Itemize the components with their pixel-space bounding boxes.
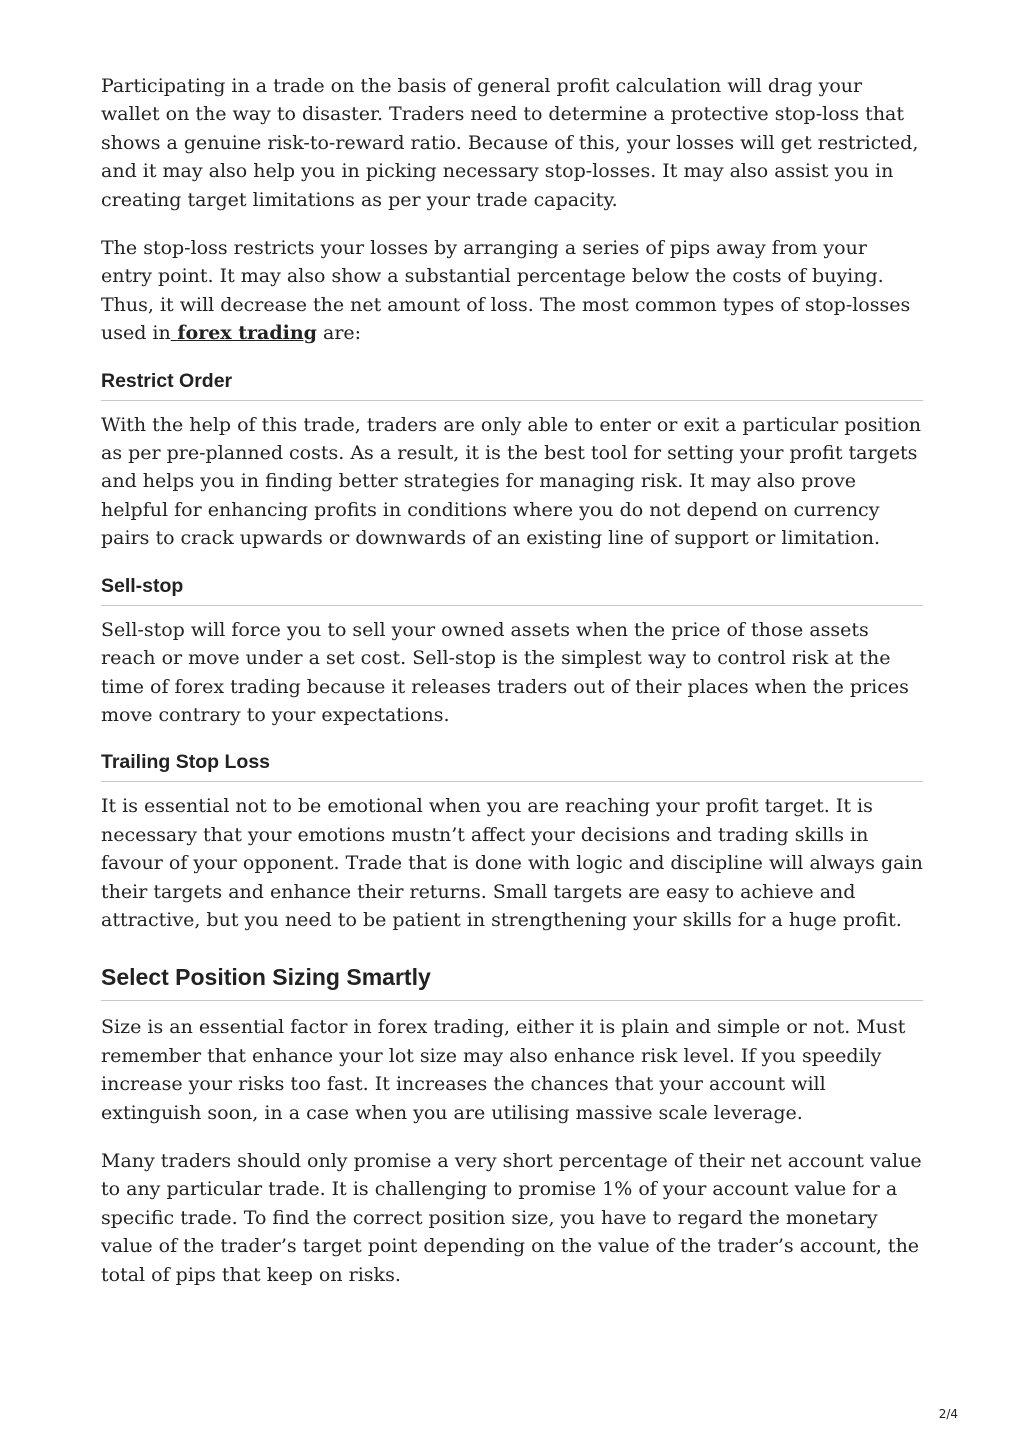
stop-loss-text: The stop-loss restricts your losses by arranging a series of pips away from your entry point. It may also show a substantial percentage below the costs of buying. Thus, it will decrease the net amount of loss. The most common types of stop-losses used in [101,237,911,345]
stop-loss-text-end: are: [316,322,362,345]
restrict-order-paragraph: With the help of this trade, traders are only able to enter or exit a particular position as per pre-planned costs. As a result, it is the best tool for setting your profit targets and helps you in finding better strategies for managing risk. It may also prove helpful for enhancing profits in conditions where you do not depend on currency pairs to crack upwards or downwards of an existing line of support or limitation. [101,413,922,550]
trailing-stop-paragraph: It is essential not to be emotional when you are reaching your profit target. It is necessary that your emotions mustn’t affect your decisions and trading skills in favour of your opponent. Trade that is done with logic and discipline will always gain their targets and enhance their returns. Small targets are easy to achieve and attractive, but you need to be patient in strengthening your skills for a huge profit. [101,795,923,931]
position-sizing-paragraph-1: Size is an essential factor in forex trading, either it is plain and simple or not. Must remember that enhance your lot size may also enhance risk level. If you speedily increase your risks too fast. It increases the chances that your account will extinguish soon, in a case when you are utilising massive scale leverage. [101,1016,906,1124]
sell-stop-heading: Sell-stop [101,573,923,606]
page-number: 2/4 [938,1407,958,1421]
stop-loss-paragraph [101,234,923,348]
position-sizing-heading: Select Position Sizing Smartly [101,962,923,1001]
intro-paragraph: Participating in a trade on the basis of general profit calculation will drag your wallet on the way to disaster. Traders need to determine a protective stop-loss that shows a genuine risk-to-reward ratio. Because of this, your losses will get restricted, and it may also help you in picking necessary stop-losses. It may also assist you in creating target limitations as per your trade capacity. [101,75,919,211]
document-page [101,72,923,1309]
forex-trading-link[interactable]: forex trading [170,322,317,345]
position-sizing-paragraph-2: Many traders should only promise a very short percentage of their net account value to any particular trade. It is challenging to promise 1% of your account value for a specific trade. To find the correct position size, you have to regard the monetary value of the trader’s target point depending on the value of the trader’s account, the total of pips that keep on risks. [101,1149,922,1286]
trailing-stop-heading: Trailing Stop Loss [101,749,923,782]
sell-stop-paragraph: Sell-stop will force you to sell your owned assets when the price of those assets reach or move under a set cost. Sell-stop is the simplest way to control risk at the time of forex trading because it releases traders out of their places when the prices move contrary to your expectations. [101,618,909,726]
restrict-order-heading: Restrict Order [101,368,923,401]
